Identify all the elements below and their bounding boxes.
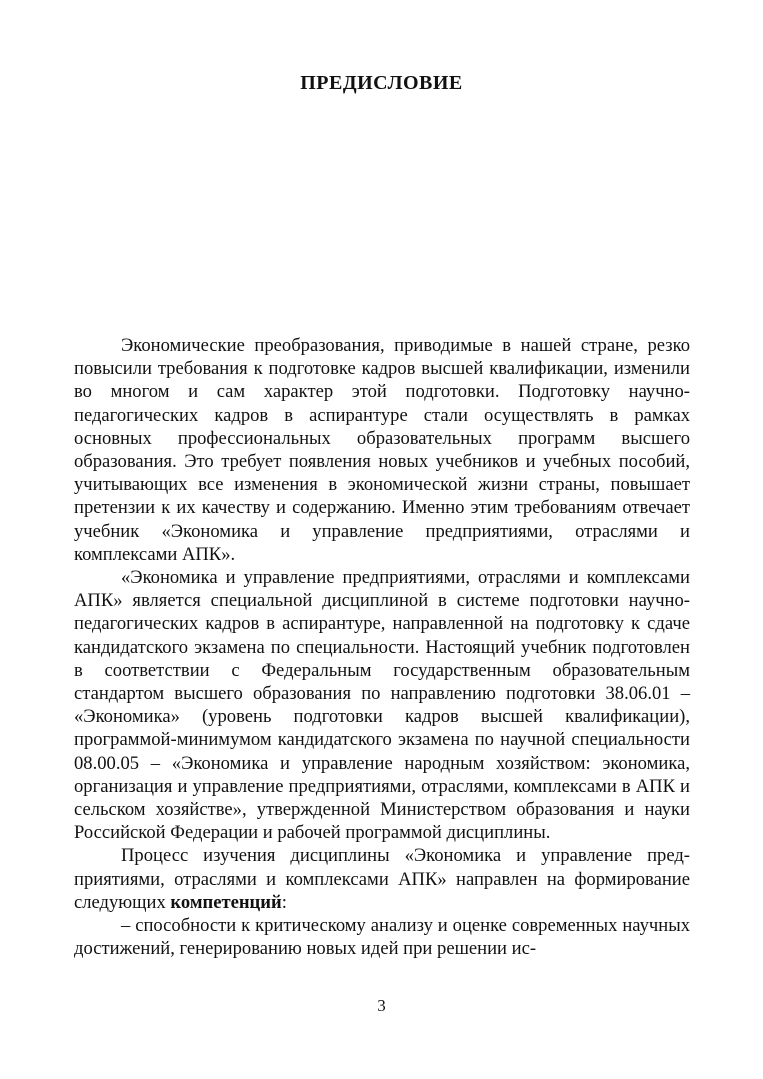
page-number: 3 [377,996,386,1015]
paragraph-3 [74,844,690,914]
paragraph-1: Экономические преобразования, приводимые в нашей стране, резко повысили требования к подготовке кадров высшей квалификации, изменили во многом и сам характер этой подготовки. Подготовку научно-педагогических кадров в аспирантуре стали осуществлять в рамках основных профессиональных образовательных программ высшего образования. Это требует появления новых учебников и учебных пособий, учитывающих все изменения в экономической жизни страны, повышает претензии к их качеству и содержанию. Именно этим требованиям отвечает учебник «Экономика и управление предприятиями, отраслями и комплексами АПК». [74,335,690,565]
paragraph-2: «Экономика и управление предприятиями, отраслями и комплексами АПК» является специальной дисциплиной в системе подготовки научно-педагогических кадров в аспирантуре, направленной на подготовку к сдаче кандидатского экзамена по специальности. Настоящий учебник подготовлен в соответствии с Федеральным государственным образовательным стандартом высшего образования по направлению подготовки 38.06.01 – «Экономика» (уровень подготовки кадров высшей квалификации), программой-минимумом кандидатского экзамена по научной специальности 08.00.05 – «Экономика и управление народным хозяйством: экономика, организация и управление предприятиями, отраслями, комплексами в АПК и сельском хозяйстве», утвержденной Министерством образования и науки Российской Федерации и рабочей программой дисциплины. [74,567,690,844]
paragraph-3-colon: : [281,891,287,913]
competencies-term: компетенций [170,891,282,913]
body-text [74,334,690,960]
paragraph-4: – способности к критическому анализу и оценке современных научных достижений, генерированию новых идей при решении ис- [74,915,690,960]
page-title: ПРЕДИСЛОВИЕ [300,72,463,94]
paragraph-3-text: Процесс изучения дисциплины «Экономика и управление предприятиями, отраслями и комплексами АПК» направлен на формирование следующих [74,845,690,913]
